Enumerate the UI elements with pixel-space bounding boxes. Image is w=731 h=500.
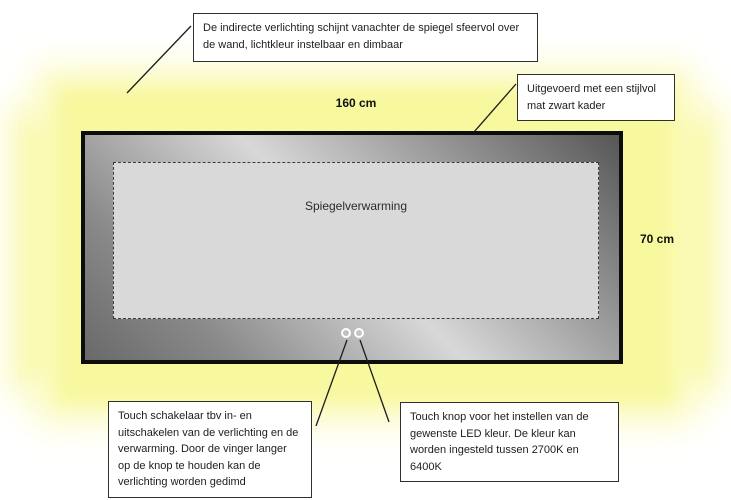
callout-frame: Uitgevoerd met een stijlvol mat zwart kader <box>517 74 675 121</box>
callout-touch-switch: Touch schakelaar tbv in- en uitschakelen van de verlichting en de verwarming. Door de vinger langer op de knop te houden kan de verlichting worden gedimd <box>108 401 312 498</box>
heater-label: Spiegelverwarming <box>304 199 408 213</box>
connector-indirect-lighting <box>127 26 191 93</box>
mirror-heating-area <box>113 162 599 319</box>
touch-power-button-icon <box>341 328 351 338</box>
callout-touch-color: Touch knop voor het instellen van de gewenste LED kleur. De kleur kan worden ingesteld tussen 2700K en 6400K <box>400 402 619 482</box>
callout-indirect-lighting: De indirecte verlichting schijnt vanachter de spiegel sfeervol over de wand, lichtkleur instelbaar en dimbaar <box>193 13 538 62</box>
width-dimension-label: 160 cm <box>335 96 377 110</box>
mirror-with-black-frame <box>81 131 623 364</box>
height-dimension-label: 70 cm <box>640 232 675 246</box>
touch-color-button-icon <box>354 328 364 338</box>
